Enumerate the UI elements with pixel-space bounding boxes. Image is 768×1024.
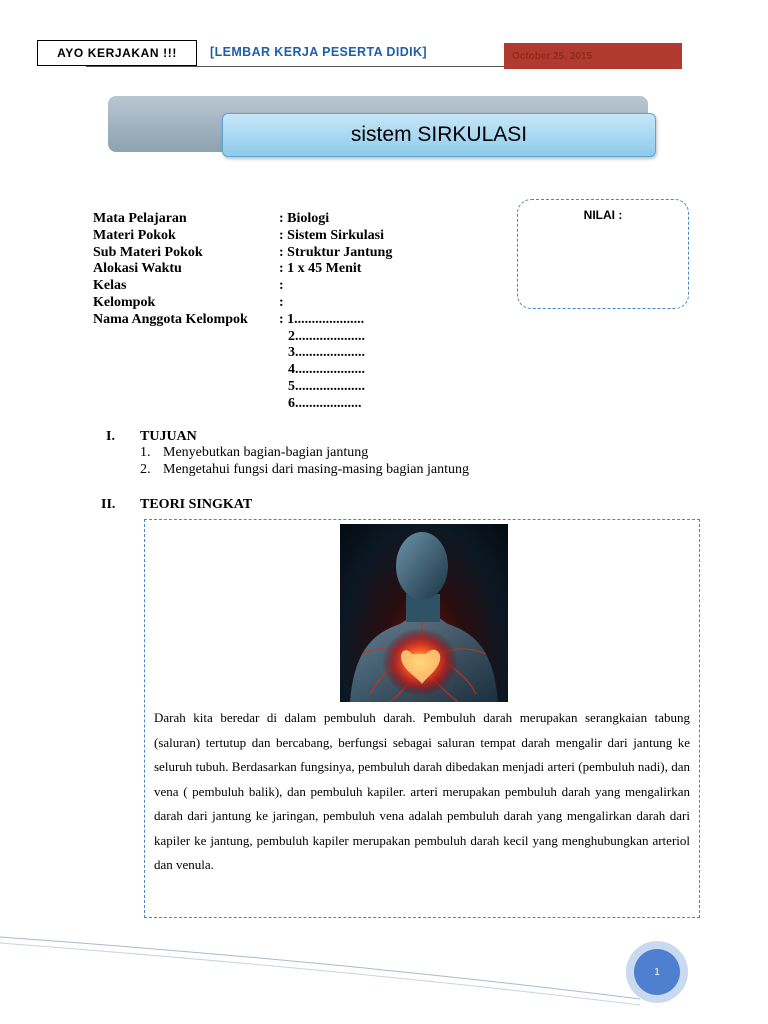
info-row [93, 312, 392, 329]
member-line: 6................... [288, 395, 362, 411]
info-label: Kelompok [93, 294, 156, 310]
info-value: : 1 x 45 Menit [279, 261, 362, 277]
student-info [93, 211, 392, 413]
heart-anatomy-image [340, 524, 508, 702]
info-label: Materi Pokok [93, 227, 176, 243]
list-item-number: 2. [140, 462, 151, 477]
info-label: Nama Anggota Kelompok [93, 311, 248, 327]
section-title: TUJUAN [140, 429, 197, 444]
info-value: : 1.................... [279, 311, 365, 327]
info-label: Alokasi Waktu [93, 261, 182, 277]
info-label: Sub Materi Pokok [93, 244, 203, 260]
worksheet-title: [LEMBAR KERJA PESERTA DIDIK] [210, 45, 427, 59]
score-label: NILAI : [583, 208, 623, 222]
human-heart-illustration [340, 524, 508, 702]
info-value: : [279, 294, 284, 310]
score-box [517, 199, 689, 309]
page-title: sistem SIRKULASI [222, 113, 656, 157]
section-number: I. [106, 429, 115, 444]
info-label: Mata Pelajaran [93, 211, 187, 226]
ayo-kerjakan-badge: AYO KERJAKAN !!! [37, 40, 197, 66]
info-row [93, 245, 392, 262]
info-row [93, 261, 392, 278]
section-number: II. [101, 497, 116, 512]
info-value: : Sistem Sirkulasi [279, 227, 385, 243]
info-value: : Struktur Jantung [279, 244, 393, 260]
info-row [93, 295, 392, 312]
info-value: : [279, 278, 284, 294]
info-row [93, 211, 392, 228]
member-line: 4.................... [288, 362, 365, 378]
member-line: 2.................... [288, 328, 365, 344]
info-label: Kelas [93, 278, 127, 294]
info-value: : Biologi [279, 211, 330, 226]
list-item-number: 1. [140, 445, 151, 460]
list-item: Menyebutkan bagian-bagian jantung [163, 445, 369, 460]
info-row [93, 228, 392, 245]
member-line: 3.................... [288, 345, 365, 361]
member-line: 5.................... [288, 378, 365, 394]
info-row [93, 278, 392, 295]
date-badge: October 25, 2015 [504, 43, 682, 69]
section-title: TEORI SINGKAT [140, 497, 253, 512]
page-number: 1 [634, 949, 680, 995]
list-item: Mengetahui fungsi dari masing-masing bagian jantung [163, 462, 469, 477]
theory-paragraph: Darah kita beredar di dalam pembuluh darah. Pembuluh darah merupakan serangkaian tabung (saluran) tertutup dan bercabang, berfungsi sebagai saluran tempat darah mengalir dari jantung ke seluruh tubuh. Berdasarkan fungsinya, pembuluh darah dibedakan menjadi arteri (pembuluh nadi), dan vena ( pembuluh balik), dan pembuluh kapiler. arteri merupakan pembuluh darah yang mengalirkan darah dari jantung ke jaringan, pembuluh vena adalah pembuluh darah yang mengalirkan darah dari kapiler ke jantung, pembuluh kapiler merupakan pembuluh darah kecil yang menghubungkan arteriol dan venula. [154, 710, 690, 872]
